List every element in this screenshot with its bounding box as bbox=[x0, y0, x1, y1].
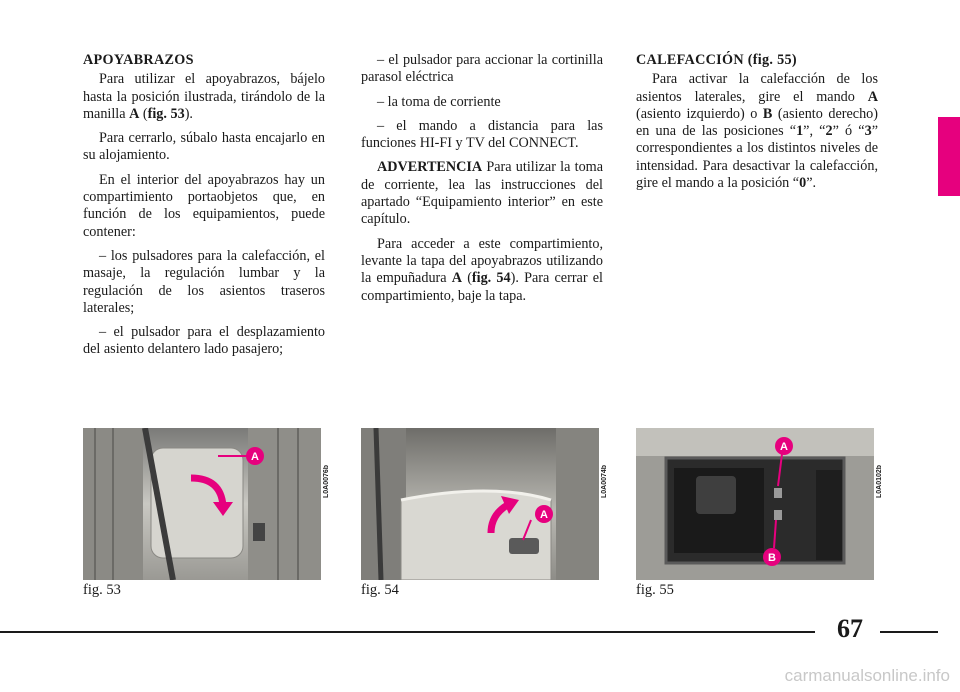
figure-53-photo bbox=[83, 428, 321, 580]
paragraph: – el pulsador para accionar la cortinilla parasol eléctrica bbox=[361, 52, 603, 86]
paragraph bbox=[361, 236, 603, 305]
heading-apoyabrazos: APOYABRAZOS bbox=[83, 52, 194, 68]
figure-54-code: L0A0074b bbox=[601, 464, 608, 498]
paragraph bbox=[636, 71, 878, 192]
text-bold: 3 bbox=[864, 123, 872, 140]
text-bold: B bbox=[762, 105, 773, 122]
fig-ref: fig. 53 bbox=[147, 105, 185, 122]
text: Para utilizar el apoyabrazos, bájelo hasta la posición ilustrada, tirándolo de la manilla bbox=[83, 71, 325, 122]
marker-b-label: B bbox=[768, 552, 776, 564]
column-2 bbox=[361, 52, 603, 312]
text: ( bbox=[139, 105, 148, 122]
marker-a-label: A bbox=[780, 441, 788, 453]
marker-a-label: A bbox=[251, 451, 259, 463]
fig-ref: fig. 54 bbox=[471, 270, 511, 287]
text: ( bbox=[462, 270, 472, 287]
fig-ref: fig. 55 bbox=[752, 52, 792, 68]
paragraph bbox=[361, 159, 603, 228]
figure-55-code: L0A0102b bbox=[876, 464, 883, 498]
text-bold: 0 bbox=[799, 175, 807, 192]
text: ” correspondientes a los distintos niveles de intensidad. Para desactivar la calefacción, gire el mando a la posición “ bbox=[636, 123, 878, 192]
paragraph bbox=[83, 71, 325, 123]
text: ). bbox=[184, 105, 193, 122]
text-bold: A bbox=[129, 105, 140, 122]
text: (asiento derecho) en una de las posiciones “ bbox=[636, 105, 878, 140]
page-number: 67 bbox=[837, 614, 863, 643]
text-bold: 1 bbox=[796, 123, 804, 140]
paragraph: Para cerrarlo, súbalo hasta encajarlo en su alojamiento. bbox=[83, 130, 325, 164]
armrest-lid-illustration bbox=[361, 428, 599, 580]
text-bold: A bbox=[451, 270, 462, 287]
text: ”, “ bbox=[803, 123, 826, 140]
figure-53-caption: fig. 53 bbox=[83, 582, 121, 598]
text-bold: ADVERTENCIA bbox=[377, 159, 483, 176]
heading-calefaccion bbox=[636, 52, 878, 69]
paragraph: En el interior del apoyabrazos hay un compartimiento portaobjetos que, en función de los equipamientos, puede contener: bbox=[83, 171, 325, 240]
text: ” ó “ bbox=[832, 123, 865, 140]
text: ). Para cerrar el compartimiento, baje la tapa. bbox=[361, 270, 603, 304]
section-tab bbox=[938, 117, 960, 196]
text: CALEFACCIÓN ( bbox=[636, 52, 753, 68]
footer-rule-left bbox=[0, 631, 815, 633]
text: Para utilizar la toma de corriente, lea las instrucciones del apartado “Equipamiento interior” en este capítulo. bbox=[361, 159, 603, 228]
figure-54-photo bbox=[361, 428, 599, 580]
text-bold: A bbox=[867, 88, 878, 105]
figure-53-code: L0A0076b bbox=[323, 464, 330, 498]
marker-a-label: A bbox=[540, 509, 548, 521]
paragraph: – los pulsadores para la calefacción, el masaje, la regulación lumbar y la regulación de los asientos traseros laterales; bbox=[83, 247, 325, 316]
text-bold: 2 bbox=[825, 123, 833, 140]
column-1 bbox=[83, 52, 325, 366]
text: (asiento izquierdo) o bbox=[636, 105, 763, 122]
armrest-compartment-illustration bbox=[636, 428, 874, 580]
text: ) bbox=[791, 52, 797, 68]
paragraph: – el mando a distancia para las funciones HI-FI y TV del CONNECT. bbox=[361, 117, 603, 152]
text: Para acceder a este compartimiento, levante la tapa del apoyabrazos utilizando la empuñadura bbox=[361, 235, 603, 287]
text: ”. bbox=[806, 175, 817, 192]
paragraph: – el pulsador para el desplazamiento del asiento delantero lado pasajero; bbox=[83, 324, 325, 358]
footer-rule-right bbox=[880, 631, 938, 633]
figure-55-photo bbox=[636, 428, 874, 580]
text: Para activar la calefacción de los asientos laterales, gire el mando bbox=[636, 71, 878, 105]
rear-seat-armrest-illustration bbox=[83, 428, 321, 580]
paragraph: – la toma de corriente bbox=[377, 93, 501, 110]
figure-54-caption: fig. 54 bbox=[361, 582, 399, 598]
column-3 bbox=[636, 52, 878, 199]
figure-55-caption: fig. 55 bbox=[636, 582, 674, 598]
watermark: carmanualsonline.info bbox=[784, 666, 950, 685]
